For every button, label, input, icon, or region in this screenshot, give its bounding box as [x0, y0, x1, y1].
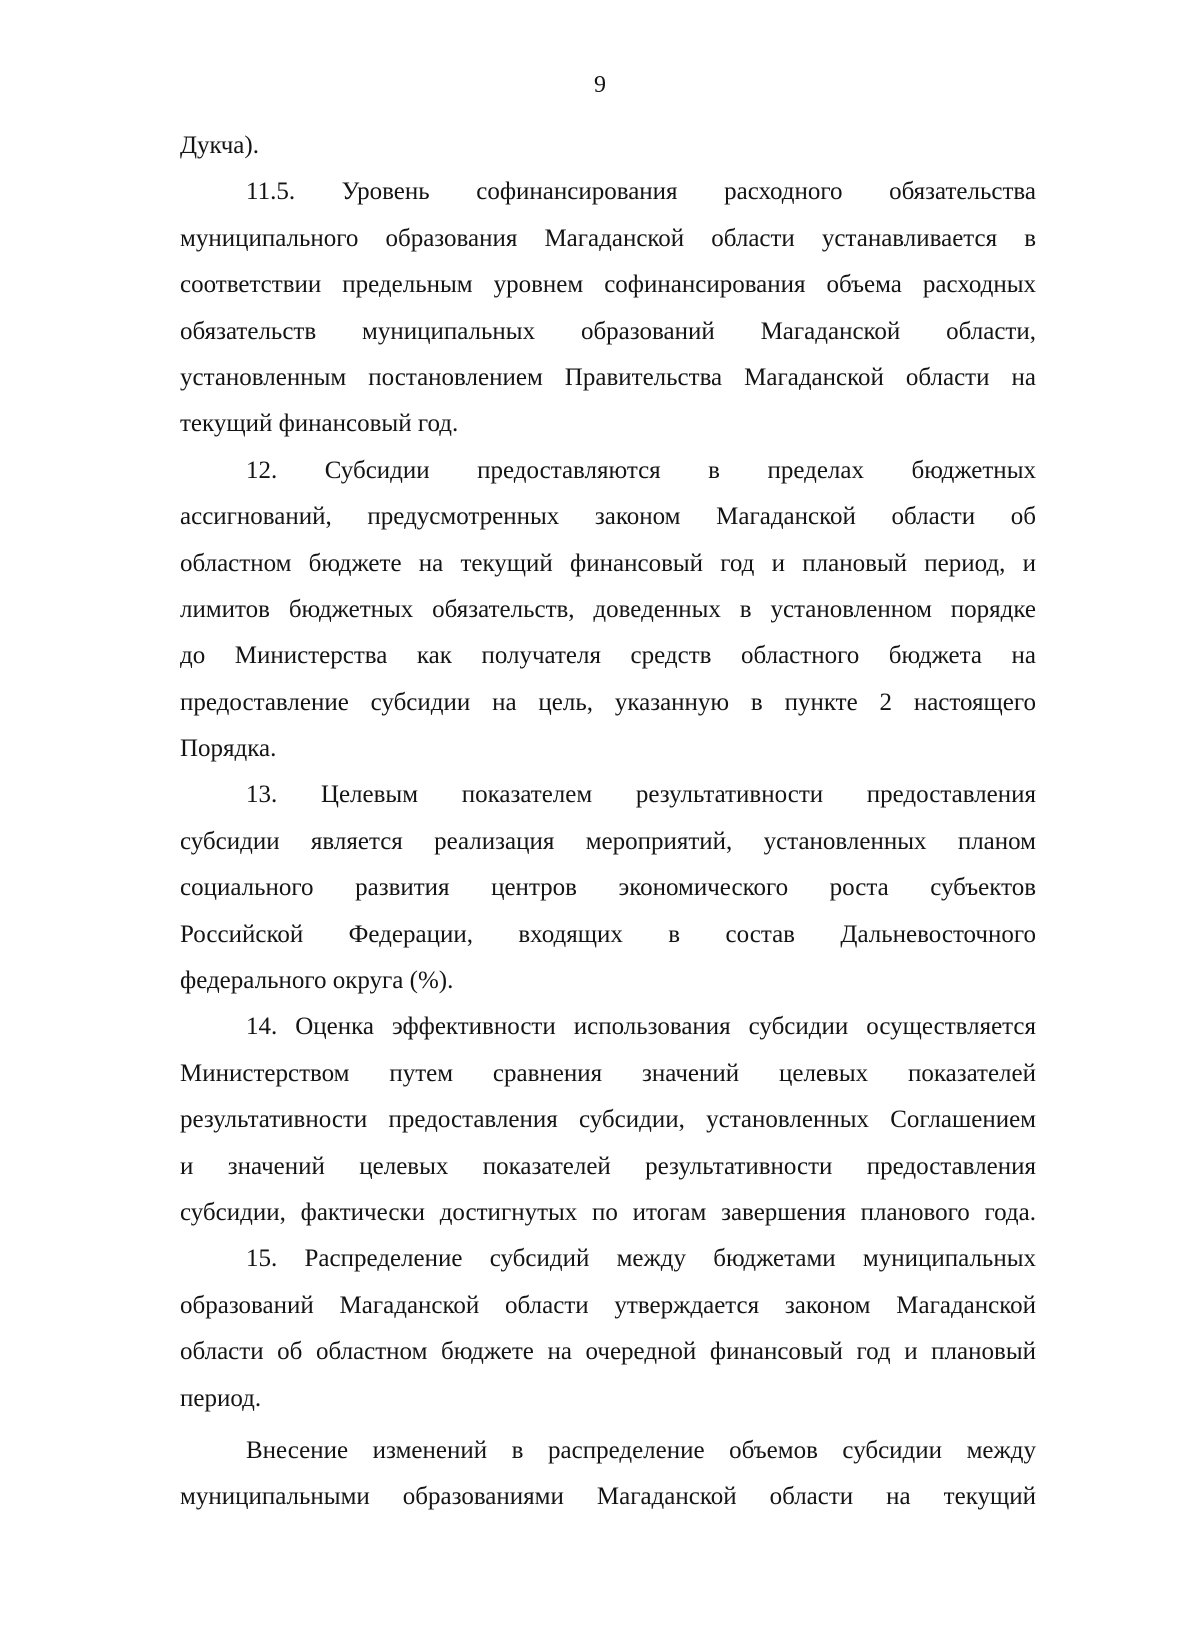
text-line: лимитов бюджетных обязательств, доведенных в установленном порядке: [180, 595, 1036, 623]
text-line: субсидии является реализация мероприятий, установленных планом: [180, 827, 1036, 855]
text-line: соответствии предельным уровнем софинансирования объема расходных: [180, 271, 1036, 299]
text-line: федерального округа (%).: [180, 967, 454, 995]
text-line: субсидии, фактически достигнутых по итогам завершения планового года.: [180, 1198, 1036, 1226]
text-line: Порядка.: [180, 735, 277, 763]
paragraph-11-5-first-line: 11.5. Уровень софинансирования расходного обязательства: [246, 178, 1036, 206]
text-line: Министерством путем сравнения значений целевых показателей: [180, 1059, 1036, 1087]
text-line: социального развития центров экономического роста субъектов: [180, 874, 1036, 902]
paragraph-12-first-line: 12. Субсидии предоставляются в пределах бюджетных: [246, 456, 1036, 484]
text-line: текущий финансовый год.: [180, 410, 459, 438]
text-line: обязательств муниципальных образований Магаданской области,: [180, 317, 1036, 345]
page-number: 9: [594, 72, 606, 98]
text-line: до Министерства как получателя средств областного бюджета на: [180, 642, 1036, 670]
text-line: Дукча).: [180, 132, 259, 159]
text-line: муниципального образования Магаданской области устанавливается в: [180, 224, 1036, 252]
text-line: муниципальными образованиями Магаданской области на текущий: [180, 1483, 1036, 1511]
paragraph-15-first-line: 15. Распределение субсидий между бюджетами муниципальных: [246, 1245, 1036, 1273]
text-line: результативности предоставления субсидии, установленных Соглашением: [180, 1106, 1036, 1134]
text-line: Российской Федерации, входящих в состав Дальневосточного: [180, 920, 1036, 948]
paragraph-amendments-first-line: Внесение изменений в распределение объемов субсидии между: [246, 1436, 1036, 1464]
document-body: [180, 123, 1036, 1521]
text-line: ассигнований, предусмотренных законом Магаданской области об: [180, 503, 1036, 531]
paragraph-14-first-line: 14. Оценка эффективности использования субсидии осуществляется: [246, 1013, 1036, 1041]
text-line: установленным постановлением Правительства Магаданской области на: [180, 363, 1036, 391]
text-line: образований Магаданской области утверждается законом Магаданской: [180, 1291, 1036, 1319]
text-line: предоставление субсидии на цель, указанную в пункте 2 настоящего: [180, 688, 1036, 716]
text-line: и значений целевых показателей результативности предоставления: [180, 1152, 1036, 1180]
paragraph-13-first-line: 13. Целевым показателем результативности предоставления: [246, 781, 1036, 809]
text-line: период.: [180, 1384, 262, 1412]
text-line: областном бюджете на текущий финансовый год и плановый период, и: [180, 549, 1036, 577]
text-line: области об областном бюджете на очередной финансовый год и плановый: [180, 1338, 1036, 1366]
